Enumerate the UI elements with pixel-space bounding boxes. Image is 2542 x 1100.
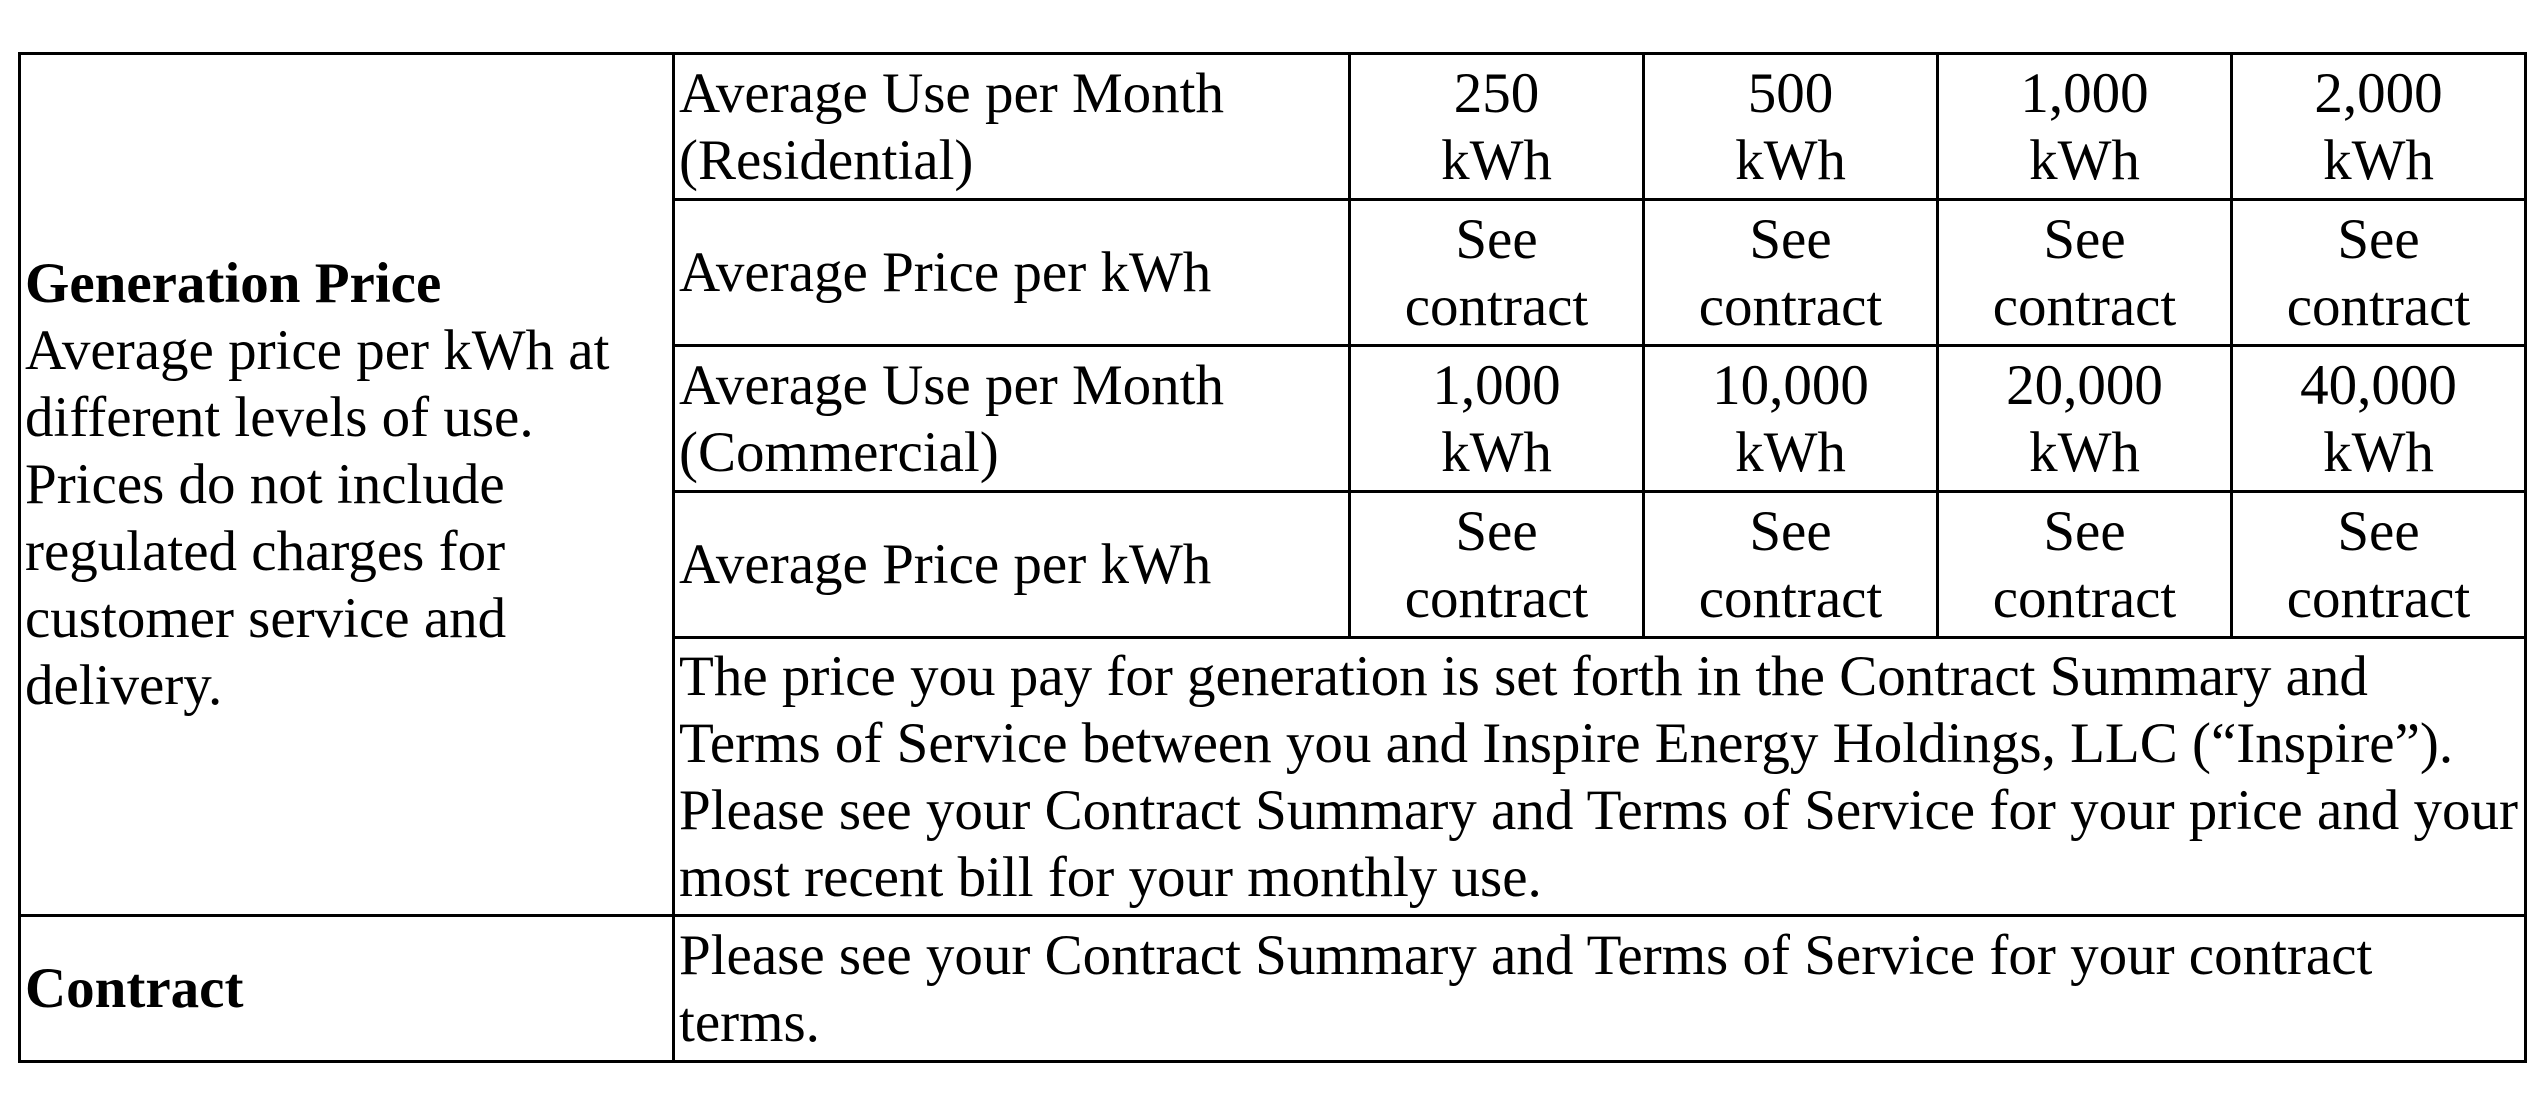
row-label: Average Use per Month (Commercial)	[674, 346, 1350, 492]
table-row	[20, 54, 2526, 200]
row-label: Average Price per kWh	[674, 492, 1350, 638]
price-cell: See contract	[2232, 492, 2526, 638]
price-cell: See contract	[1644, 492, 1938, 638]
usage-cell: 1,000 kWh	[1938, 54, 2232, 200]
generation-price-title: Generation Price	[25, 252, 442, 315]
price-cell: See contract	[1644, 200, 1938, 346]
usage-cell: 1,000 kWh	[1350, 346, 1644, 492]
row-label: Average Price per kWh	[674, 200, 1350, 346]
contract-text: Please see your Contract Summary and Terms of Service for your contract terms.	[674, 916, 2526, 1062]
usage-cell: 40,000 kWh	[2232, 346, 2526, 492]
table-row	[20, 916, 2526, 1062]
price-cell: See contract	[1350, 492, 1644, 638]
price-cell: See contract	[1938, 492, 2232, 638]
row-label: Average Use per Month (Residential)	[674, 54, 1350, 200]
usage-cell: 20,000 kWh	[1938, 346, 2232, 492]
price-cell: See contract	[2232, 200, 2526, 346]
generation-notice: The price you pay for generation is set forth in the Contract Summary and Terms of Service between you and Inspire Energy Holdings, LLC (“Inspire”). Please see your Contract Summary and Terms of Service for your price and your most recent bill for your monthly use.	[674, 638, 2526, 916]
usage-cell: 250 kWh	[1350, 54, 1644, 200]
generation-price-table	[18, 52, 2527, 1063]
usage-cell: 2,000 kWh	[2232, 54, 2526, 200]
generation-price-description: Average price per kWh at different levels of use. Prices do not include regulated charges for customer service and delivery.	[25, 319, 610, 717]
price-cell: See contract	[1350, 200, 1644, 346]
generation-price-header-cell	[20, 54, 674, 916]
contract-title: Contract	[25, 957, 244, 1020]
price-cell: See contract	[1938, 200, 2232, 346]
usage-cell: 500 kWh	[1644, 54, 1938, 200]
usage-cell: 10,000 kWh	[1644, 346, 1938, 492]
contract-header-cell	[20, 916, 674, 1062]
